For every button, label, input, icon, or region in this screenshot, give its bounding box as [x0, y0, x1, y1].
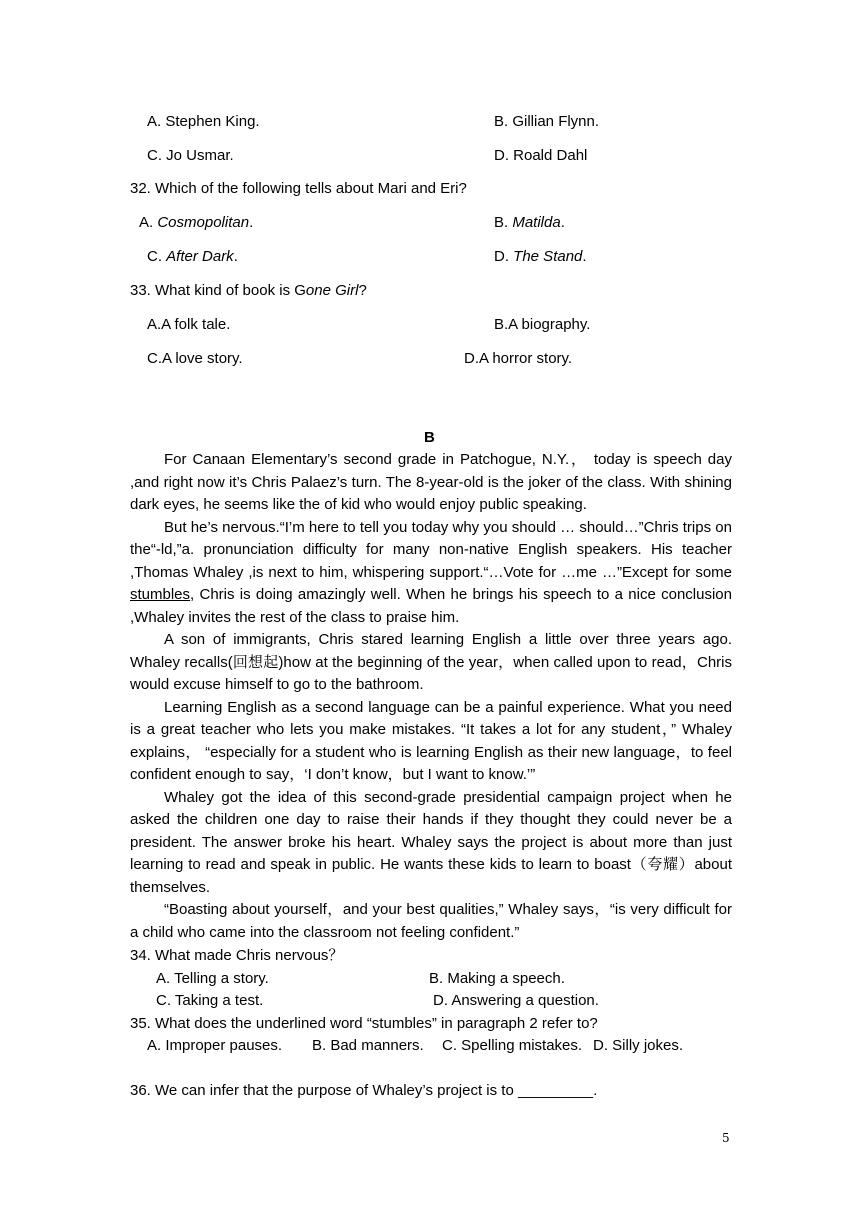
q33-option-c: C.A love story.	[147, 350, 243, 367]
q34-option-b: B. Making a speech.	[429, 970, 565, 987]
q31-option-c: C. Jo Usmar.	[147, 147, 234, 164]
q33-option-d: D.A horror story.	[464, 350, 573, 367]
q35-option-c: C. Spelling mistakes.	[442, 1037, 583, 1054]
q34-option-c: C. Taking a test.	[156, 992, 264, 1009]
q33-stem: 33. What kind of book is Gone Girl?	[130, 282, 367, 299]
q35-option-a: A. Improper pauses.	[147, 1037, 283, 1054]
q32-option-a: A. Cosmopolitan.	[139, 214, 254, 231]
q33-option-a: A.A folk tale.	[147, 316, 231, 333]
q31-option-d: D. Roald Dahl	[494, 147, 588, 164]
q33-option-b: B.A biography.	[494, 316, 591, 333]
page-number: 5	[722, 1131, 730, 1145]
reading-passage	[130, 449, 732, 944]
passage-paragraph-6: “Boasting about yourself，and your best qualities,” Whaley says，“is very difficult for a child who came into the classroom not feeling confident.”	[130, 901, 732, 941]
q32-option-d: D. The Stand.	[494, 248, 587, 265]
passage-paragraph-4: Learning English as a second language can be a painful experience. What you need is a great teacher who lets you make mistakes. “It takes a lot for any student，” Whaley explains， “especially for a student who is learning English as their new language，to feel confident enough to say，‘I don’t know，but I want to know.’”	[130, 698, 732, 783]
passage-paragraph-3: A son of immigrants, Chris stared learning English a little over three years ago. Whaley recalls(回想起)how at the beginning of the year，when called upon to read，Chris would excuse himself to go to the bathroom.	[130, 631, 732, 693]
passage-paragraph-1: For Canaan Elementary’s second grade in Patchogue, N.Y.， today is speech day ,and right now it’s Chris Palaez’s turn. The 8-year-old is the joker of the class. With shining dark eyes, he seems like the of kid who would enjoy public speaking.	[130, 451, 732, 513]
q32-option-c: C. After Dark.	[147, 248, 238, 265]
q31-option-b: B. Gillian Flynn.	[494, 113, 600, 130]
passage-paragraph-2: But he’s nervous.“I’m here to tell you today why you should … should…”Chris trips on the“-ld,”a. pronunciation difficulty for many non-native English speakers. His teacher ,Thomas Whaley ,is next to him, whispering support.“…Vote for …me …”Except for some stumbles, Chris is doing amazingly well. When he brings his speech to a nice conclusion ,Whaley invites the rest of the class to praise him.	[130, 518, 732, 626]
q34-option-a: A. Telling a story.	[156, 970, 269, 987]
q35-option-b: B. Bad manners.	[312, 1037, 424, 1054]
underlined-word-stumbles: stumbles	[130, 586, 191, 603]
q34-option-d: D. Answering a question.	[433, 992, 599, 1009]
passage-paragraph-5: Whaley got the idea of this second-grade presidential campaign project when he asked the children one day to raise their hands if they thought they could never be a president. The answer broke his heart. Whaley says the project is about more than just learning to read and speak in public. He wants these kids to learn to boast（夸耀）about themselves.	[130, 788, 732, 896]
q35-stem: 35. What does the underlined word “stumbles” in paragraph 2 refer to?	[130, 1015, 598, 1032]
q31-option-a: A. Stephen King.	[147, 113, 260, 130]
q36-stem: 36. We can infer that the purpose of Whaley’s project is to _________.	[130, 1082, 598, 1099]
q35-option-d: D. Silly jokes.	[593, 1037, 684, 1054]
q34-stem: 34. What made Chris nervous？	[130, 947, 344, 964]
q32-option-b: B. Matilda.	[494, 214, 565, 231]
section-heading: B	[424, 429, 435, 446]
q32-stem: 32. Which of the following tells about Mari and Eri?	[130, 180, 467, 197]
